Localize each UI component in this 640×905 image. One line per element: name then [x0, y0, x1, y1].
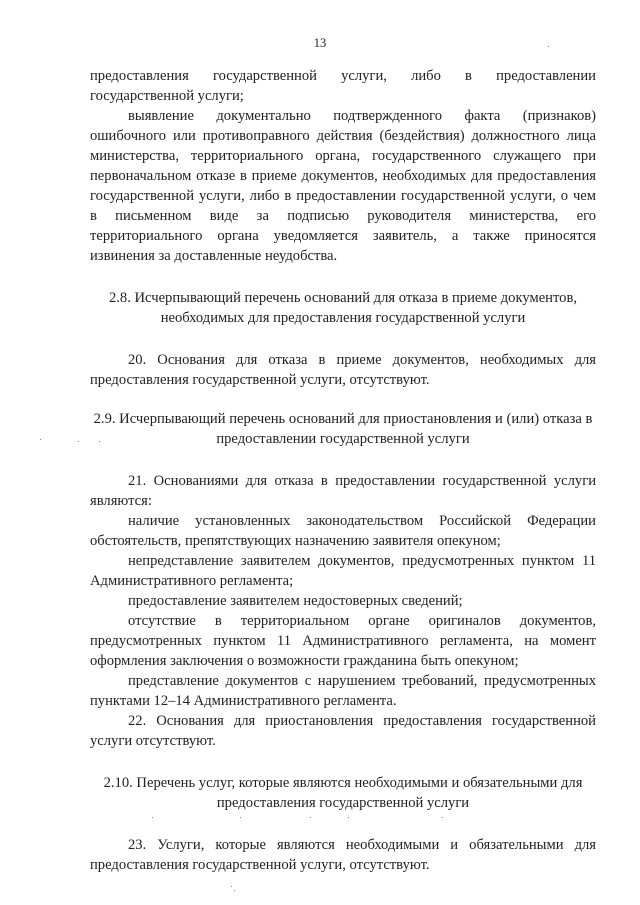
list-item-no-originals: отсутствие в территориальном органе оригиналов документов, предусмотренных пунктом 11 Административного регламента, на момент оформления заключения о возможности гражданина быть опекуном; — [90, 613, 596, 669]
paragraph-error-detection: выявление документально подтвержденного факта (признаков) ошибочного или противоправного действия (бездействия) должностного лица министерства, территориального органа, государственного служащего при первоначальном отказе в приеме документов, необходимых для предоставления государственной услуги, либо в предоставлении государственной услуги, о чем в письменном виде за подписью руководителя министерства, его территориального органа уведомляется заявитель, а также приносятся извинения за доставленные неудобства. — [90, 108, 596, 264]
paragraph-continuation: предоставления государственной услуги, либо в предоставлении государственной услуги; — [90, 68, 596, 104]
list-item-false-information: предоставление заявителем недостоверных сведений; — [128, 593, 463, 609]
section-heading-2-10: 2.10. Перечень услуг, которые являются необходимыми и обязательными для предоставления государственной услуги — [103, 775, 583, 811]
paragraph-23: 23. Услуги, которые являются необходимыми и обязательными для предоставления государственной услуги, отсутствуют. — [90, 837, 596, 873]
document-body — [90, 66, 596, 875]
paragraph-21: 21. Основаниями для отказа в предоставлении государственной услуги являются: — [90, 473, 596, 509]
section-heading-2-8: 2.8. Исчерпывающий перечень оснований для отказа в приеме документов, необходимых для предоставления государственной услуги — [108, 290, 578, 326]
paragraph-20: 20. Основания для отказа в приеме документов, необходимых для предоставления государственной услуги, отсутствуют. — [90, 352, 596, 388]
list-item-missing-documents: непредставление заявителем документов, предусмотренных пунктом 11 Административного регламента; — [90, 553, 596, 589]
list-item-requirements-violation: представление документов с нарушением требований, предусмотренных пунктами 12–14 Административного регламента. — [90, 673, 596, 709]
list-item-legal-circumstances: наличие установленных законодательством Российской Федерации обстоятельств, препятствующих назначению заявителя опекуном; — [90, 513, 596, 549]
section-heading-2-9: 2.9. Исчерпывающий перечень оснований для приостановления и (или) отказа в предоставлении государственной услуги — [93, 411, 593, 447]
paragraph-22: 22. Основания для приостановления предоставления государственной услуги отсутствуют. — [90, 713, 596, 749]
page-number: 13 — [313, 36, 327, 50]
